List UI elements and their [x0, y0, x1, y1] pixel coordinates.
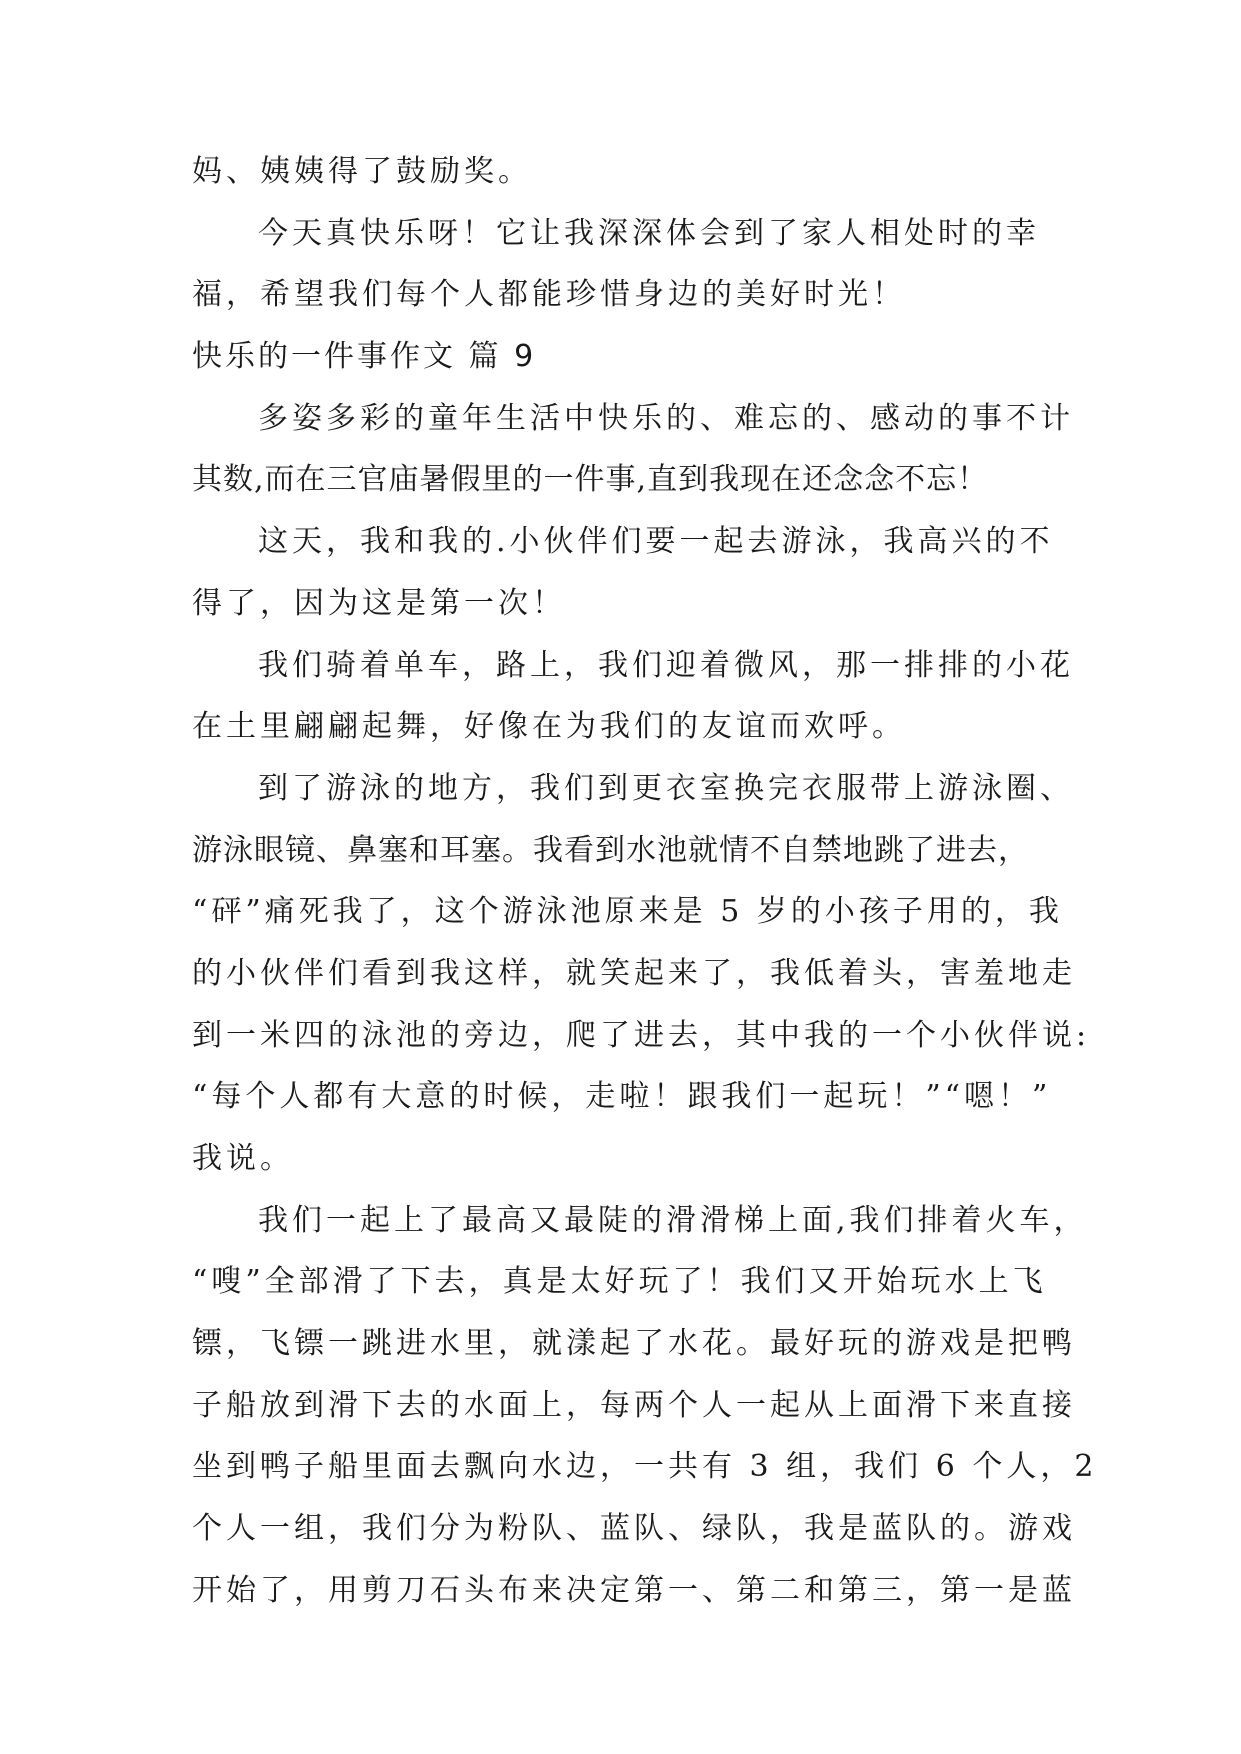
text-line: 子船放到滑下去的水面上，每两个人一起从上面滑下来直接	[192, 1387, 1076, 1423]
text-line: 个人一组，我们分为粉队、蓝队、绿队，我是蓝队的。游戏	[192, 1511, 1076, 1547]
text-line: 其数,而在三官庙暑假里的一件事,直到我现在还念念不忘！	[192, 462, 989, 498]
section-heading: 快乐的一件事作文 篇 9	[192, 339, 537, 375]
text-line: 这天，我和我的.小伙伴们要一起去游泳，我高兴的不	[258, 524, 1054, 560]
text-line: 得了，因为这是第一次！	[192, 585, 566, 621]
text-line: 开始了，用剪刀石头布来决定第一、第二和第三，第一是蓝	[192, 1572, 1076, 1608]
text-line: 游泳眼镜、鼻塞和耳塞。我看到水池就情不自禁地跳了进去，	[192, 832, 1029, 868]
text-line: 我说。	[192, 1141, 294, 1176]
text-line: 妈、姨姨得了鼓励奖。	[192, 154, 532, 189]
text-line: 我们一起上了最高又最陡的滑滑梯上面,我们排着火车，	[258, 1202, 1088, 1238]
text-line: 在土里翩翩起舞，好像在为我们的友谊而欢呼。	[192, 709, 906, 745]
document-body	[192, 154, 1098, 1635]
text-line: 福，希望我们每个人都能珍惜身边的美好时光！	[192, 277, 906, 313]
text-line: “砰”痛死我了，这个游泳池原来是 5 岁的小孩子用的，我	[192, 894, 1063, 930]
text-line: 到一米四的泳池的旁边，爬了进去，其中我的一个小伙伴说:	[192, 1017, 1091, 1053]
text-line: “每个人都有大意的时候，走啦！跟我们一起玩！”“嗯！”	[192, 1079, 1052, 1115]
text-line: 坐到鸭子船里面去飘向水边，一共有 3 组，我们 6 个人，2	[192, 1449, 1098, 1485]
text-line: 我们骑着单车，路上，我们迎着微风，那一排排的小花	[258, 647, 1074, 683]
text-line: 到了游泳的地方，我们到更衣室换完衣服带上游泳圈、	[258, 770, 1074, 806]
text-line: “嗖”全部滑了下去，真是太好玩了！我们又开始玩水上飞	[192, 1264, 1047, 1300]
text-line: 今天真快乐呀！它让我深深体会到了家人相处时的幸	[258, 215, 1040, 251]
text-line: 多姿多彩的童年生活中快乐的、难忘的、感动的事不计	[258, 400, 1074, 436]
text-line: 的小伙伴们看到我这样，就笑起来了，我低着头，害羞地走	[192, 955, 1076, 991]
text-line: 镖，飞镖一跳进水里，就漾起了水花。最好玩的游戏是把鸭	[192, 1326, 1076, 1362]
